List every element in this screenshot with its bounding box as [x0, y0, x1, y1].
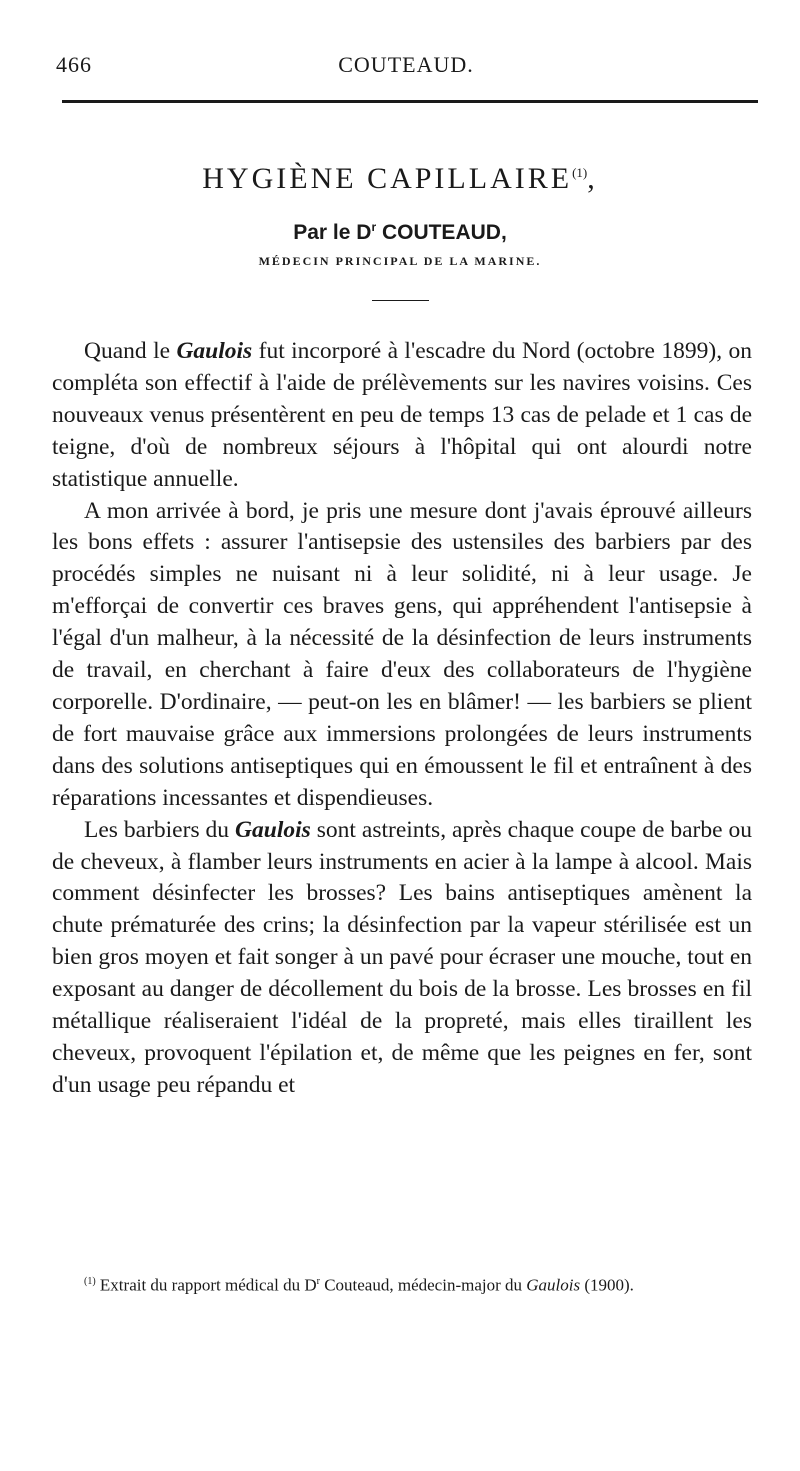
byline	[0, 220, 800, 245]
author-name: COUTEAUD,	[376, 221, 507, 244]
header-rule	[62, 100, 758, 103]
ship-name: Gaulois	[176, 338, 253, 364]
paragraph-1: Quand le Gaulois fut incorporé à l'escadre du Nord (octobre 1899), on compléta son effectif à l'aide de prélèvements sur les navires voisins. Ces nouveaux venus présentèrent en peu de temps 13 cas de pelade et 1 cas de teigne, d'où de nombreux séjours à l'hôpital qui ont alourdi notre statistique annuelle.	[52, 338, 752, 492]
body-text	[52, 336, 752, 1102]
article-title	[0, 162, 800, 196]
title-comma: ,	[587, 162, 598, 195]
title-footnote-ref: (1)	[572, 165, 588, 180]
running-head: COUTEAUD.	[338, 52, 474, 77]
page-header	[56, 52, 756, 82]
ship-name: Gaulois	[235, 816, 311, 843]
ship-name: Gaulois	[526, 1275, 581, 1295]
article-title-text: HYGIÈNE CAPILLAIRE	[202, 162, 573, 195]
paragraph-2: A mon arrivée à bord, je pris une mesure dont j'avais éprouvé ailleurs les bons effets : assurer l'antisepsie des ustensiles des barbiers par des procédés simples ne nuisant ni à leur solidité, ni à leur usage. Je m'efforçai de convertir ces braves gens, qui appréhendent l'antisepsie à l'égal d'un malheur, à la nécessité de la désinfection de leurs instruments de travail, en cherchant à faire d'eux des collaborateurs de l'hygiène corporelle. D'ordinaire, — peut-on les en blâmer! — les barbiers se plient de fort mauvaise grâce aux immersions prolongées de leurs instruments dans des solutions antiseptiques qui en émoussent le fil et entraînent à des réparations incessantes et dispendieuses.	[52, 497, 752, 811]
footnote-marker: (1)	[84, 1276, 96, 1287]
byline-title-sup: r	[371, 220, 377, 234]
author-affiliation: MÉDECIN PRINCIPAL DE LA MARINE.	[258, 254, 542, 268]
byline-prefix: Par le D	[293, 221, 372, 244]
title-rule	[372, 300, 429, 301]
page-number: 466	[56, 52, 92, 77]
paragraph-3: Les barbiers du Gaulois sont astreints, après chaque coupe de barbe ou de cheveux, à flamber leurs instruments en acier à la lampe à alcool. Mais comment désinfecter les brosses? Les bains antiseptiques amènent la chute prématurée des crins; la désinfection par la vapeur stérilisée est un bien gros moyen et fait songer à un pavé pour écraser une mouche, tout en exposant au danger de décollement du bois de la brosse. Les brosses en fil métallique réaliseraient l'idéal de la propreté, mais elles tiraillent les cheveux, provoquent l'épilation et, de même que les peignes en fer, sont d'un usage peu répandu et	[52, 816, 752, 1098]
footnote: $^{(1)}$ Extrait du rapport médical du $D^r$ Couteaud, médecin-major du Gaulois (1900).	[84, 1275, 634, 1295]
